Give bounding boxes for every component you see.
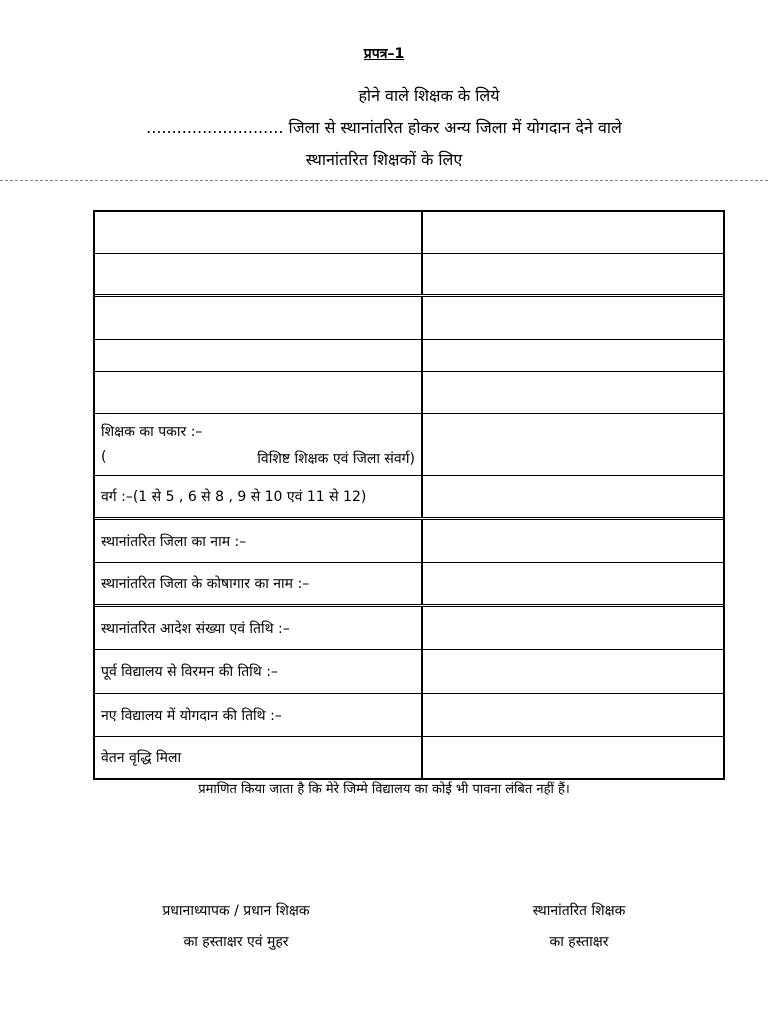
table-row: [95, 563, 723, 607]
table-row: [95, 520, 723, 563]
headmaster-sign-label: का हस्ताक्षर एवं मुहर: [183, 934, 289, 950]
table-row: [95, 607, 723, 650]
row-value-field[interactable]: [423, 520, 723, 562]
row-label: पूर्व विद्यालय से विरमन की तिथि :–: [95, 650, 423, 693]
teacher-sign-label: का हस्ताक्षर: [549, 934, 609, 950]
row-value-field[interactable]: [423, 563, 723, 604]
certification-text: प्रमाणित किया जाता है कि मेरे जिम्मे विद्यालय का कोई भी पावना लंबित नहीं हैं।: [198, 782, 570, 797]
teacher-signature-block: [484, 896, 674, 958]
row-value-field[interactable]: [423, 297, 723, 339]
headmaster-title: प्रधानाध्यापक / प्रधान शिक्षक: [162, 903, 310, 919]
row-label: शिक्षक का पकार :–: [101, 423, 203, 440]
table-row: [95, 212, 723, 254]
row-label: [95, 372, 423, 413]
details-table: [93, 210, 725, 780]
row-value-field[interactable]: [423, 737, 723, 778]
row-label: [95, 212, 423, 253]
teacher-type-cell: [95, 414, 423, 475]
heading-line-1: होने वाले शिक्षक के लिये: [358, 86, 500, 105]
row-value-field[interactable]: [423, 254, 723, 294]
table-row: [95, 254, 723, 297]
row-label: नए विद्यालय में योगदान की तिथि :–: [95, 694, 423, 736]
heading-line-2: ........................... जिला से स्थानांतरित होकर अन्य जिला में योगदान देने वाले: [146, 118, 622, 137]
table-row: [95, 414, 723, 476]
table-row: [95, 694, 723, 737]
row-value-field[interactable]: [423, 650, 723, 693]
form-number: [0, 44, 768, 63]
row-label: वर्ग :–(1 से 5 , 6 से 8 , 9 से 10 एवं 11 से 12): [95, 476, 423, 517]
table-row: [95, 650, 723, 694]
row-label: [95, 297, 423, 339]
row-label: [95, 254, 423, 294]
table-row: [95, 372, 723, 414]
teacher-title: स्थानांतरित शिक्षक: [532, 903, 626, 919]
row-label: स्थानांतरित जिला का नाम :–: [95, 520, 423, 562]
row-value-field[interactable]: [423, 414, 723, 475]
form-number-text: प्रपत्र–1: [363, 46, 405, 62]
open-paren: (: [101, 448, 107, 465]
row-label: स्थानांतरित जिला के कोषागार का नाम :–: [95, 563, 423, 604]
table-row: [95, 340, 723, 372]
row-value-field[interactable]: [423, 212, 723, 253]
row-label: स्थानांतरित आदेश संख्या एवं तिथि :–: [95, 607, 423, 649]
row-value-field[interactable]: [423, 476, 723, 517]
row-value-field[interactable]: [423, 340, 723, 371]
table-row: [95, 737, 723, 778]
teacher-type-options: [101, 449, 415, 468]
row-label: [95, 340, 423, 371]
row-value-field[interactable]: [423, 694, 723, 736]
row-value-field[interactable]: [423, 372, 723, 413]
dashed-divider: [0, 180, 768, 181]
table-row: [95, 476, 723, 520]
heading-line-3: स्थानांतरित शिक्षकों के लिए: [305, 150, 463, 169]
headmaster-signature-block: [116, 896, 356, 958]
row-value-field[interactable]: [423, 607, 723, 649]
table-row: [95, 297, 723, 340]
row-label: वेतन वृद्धि मिला: [95, 737, 423, 778]
teacher-type-text: विशिष्ट शिक्षक एवं जिला संवर्ग): [257, 450, 415, 467]
